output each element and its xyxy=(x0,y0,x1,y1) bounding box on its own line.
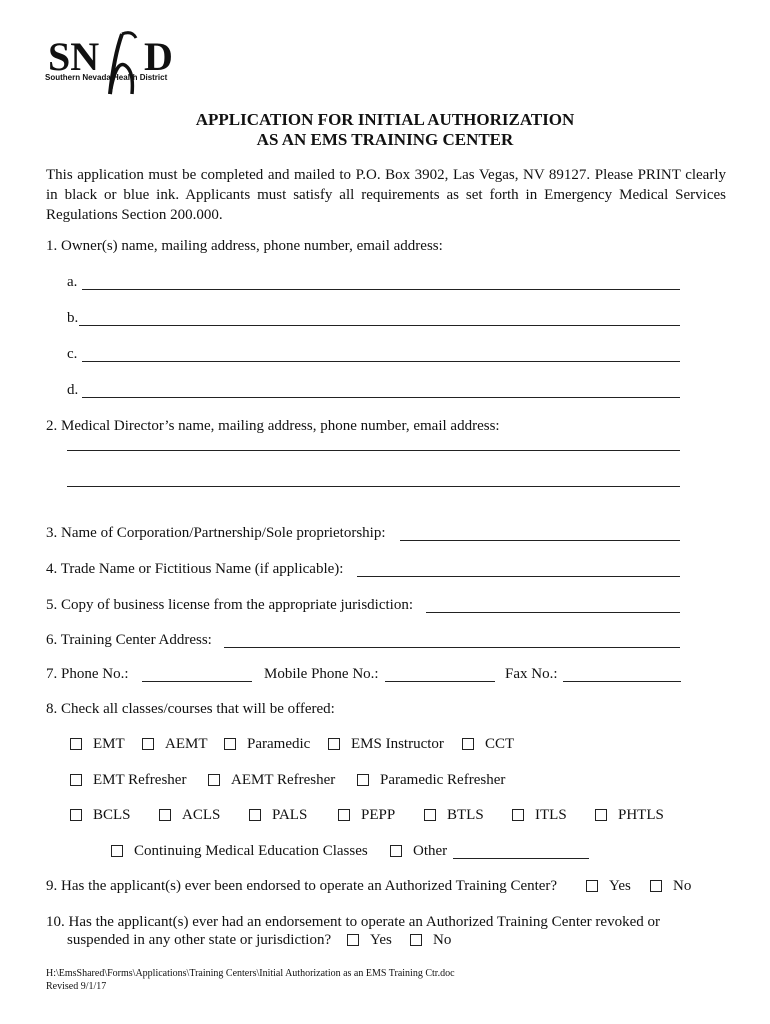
q2-field-1[interactable] xyxy=(67,450,680,451)
q1-d-label: d. xyxy=(67,382,79,398)
q10-yes-label: Yes xyxy=(370,932,392,948)
svg-text:D: D xyxy=(144,34,173,79)
checkbox-phtls[interactable] xyxy=(595,809,607,821)
form-title-line1: APPLICATION FOR INITIAL AUTHORIZATION xyxy=(195,110,575,129)
q9-no-checkbox[interactable] xyxy=(650,880,662,892)
q2-field-2[interactable] xyxy=(67,486,680,487)
q9-label: 9. Has the applicant(s) ever been endorsed to operate an Authorized Training Center? xyxy=(46,878,558,894)
checkbox-emt[interactable] xyxy=(70,738,82,750)
q10-label-line1: 10. Has the applicant(s) ever had an endorsement to operate an Authorized Training Center revoked or xyxy=(46,914,660,930)
q8-label: 8. Check all classes/courses that will be offered: xyxy=(46,701,335,717)
checkbox-label-paramedic-refresher: Paramedic Refresher xyxy=(380,772,506,788)
q1-b-label: b. xyxy=(67,310,79,326)
checkbox-paramedic[interactable] xyxy=(224,738,236,750)
checkbox-label-acls: ACLS xyxy=(182,807,221,823)
checkbox-label-paramedic: Paramedic xyxy=(247,736,311,752)
logo-subtitle: Southern Nevada Health District xyxy=(45,73,168,82)
q5-label: 5. Copy of business license from the appropriate jurisdiction: xyxy=(46,597,414,613)
checkbox-label-aemt-refresher: AEMT Refresher xyxy=(231,772,336,788)
q9-no-label: No xyxy=(673,878,692,894)
q7-phone-label: 7. Phone No.: xyxy=(46,666,129,682)
checkbox-aemt[interactable] xyxy=(142,738,154,750)
checkbox-btls[interactable] xyxy=(424,809,436,821)
q4-field[interactable] xyxy=(357,576,680,577)
checkbox-acls[interactable] xyxy=(159,809,171,821)
q1-label: 1. Owner(s) name, mailing address, phone number, email address: xyxy=(46,238,443,254)
checkbox-label-phtls: PHTLS xyxy=(618,807,664,823)
footer-file-path: H:\EmsShared\Forms\Applications\Training Centers\Initial Authorization as an EMS Training Ctr.doc xyxy=(46,968,455,979)
q6-field[interactable] xyxy=(224,647,680,648)
q9-yes-checkbox[interactable] xyxy=(586,880,598,892)
q7-mobile-label: Mobile Phone No.: xyxy=(264,666,379,682)
q7-phone-field[interactable] xyxy=(142,681,252,682)
checkbox-label-other: Other xyxy=(413,843,448,859)
checkbox-emt-refresher[interactable] xyxy=(70,774,82,786)
checkbox-label-emt: EMT xyxy=(93,736,125,752)
q10-no-checkbox[interactable] xyxy=(410,934,422,946)
checkbox-cct[interactable] xyxy=(462,738,474,750)
q3-field[interactable] xyxy=(400,540,680,541)
q10-yes-checkbox[interactable] xyxy=(347,934,359,946)
checkbox-label-pals: PALS xyxy=(272,807,308,823)
checkbox-other[interactable] xyxy=(390,845,402,857)
checkbox-label-bcls: BCLS xyxy=(93,807,131,823)
q7-fax-label: Fax No.: xyxy=(505,666,558,682)
checkbox-bcls[interactable] xyxy=(70,809,82,821)
q7-fax-field[interactable] xyxy=(563,681,681,682)
checkbox-label-ems-instructor: EMS Instructor xyxy=(351,736,444,752)
checkbox-label-pepp: PEPP xyxy=(361,807,396,823)
footer-revised: Revised 9/1/17 xyxy=(46,981,107,992)
checkbox-label-itls: ITLS xyxy=(535,807,567,823)
checkbox-paramedic-refresher[interactable] xyxy=(357,774,369,786)
q6-label: 6. Training Center Address: xyxy=(46,632,212,648)
checkbox-aemt-refresher[interactable] xyxy=(208,774,220,786)
checkbox-label-cme-classes: Continuing Medical Education Classes xyxy=(134,843,368,859)
q3-label: 3. Name of Corporation/Partnership/Sole proprietorship: xyxy=(46,525,386,541)
checkbox-pals[interactable] xyxy=(249,809,261,821)
other-field[interactable] xyxy=(453,858,589,859)
q1-c-label: c. xyxy=(67,346,78,362)
checkbox-label-btls: BTLS xyxy=(447,807,484,823)
q1-a-field[interactable] xyxy=(82,289,680,290)
q5-field[interactable] xyxy=(426,612,680,613)
checkbox-label-emt-refresher: EMT Refresher xyxy=(93,772,187,788)
checkbox-cme-classes[interactable] xyxy=(111,845,123,857)
q1-d-field[interactable] xyxy=(82,397,680,398)
q10-no-label: No xyxy=(433,932,452,948)
checkbox-ems-instructor[interactable] xyxy=(328,738,340,750)
q4-label: 4. Trade Name or Fictitious Name (if applicable): xyxy=(46,561,344,577)
q10-label-line2: suspended in any other state or jurisdiction? xyxy=(67,932,332,948)
intro-paragraph: This application must be completed and mailed to P.O. Box 3902, Las Vegas, NV 89127. Please PRINT clearly in black or blue ink. Applicants must satisfy all requirements as set forth in Emergency Medical Services Regulations Section 200.000. xyxy=(46,167,726,223)
q9-yes-label: Yes xyxy=(609,878,631,894)
snhd-logo-mark xyxy=(44,28,194,96)
q1-b-field[interactable] xyxy=(79,325,680,326)
checkbox-pepp[interactable] xyxy=(338,809,350,821)
checkbox-label-cct: CCT xyxy=(485,736,515,752)
snhd-logo xyxy=(44,28,194,96)
q1-c-field[interactable] xyxy=(82,361,680,362)
q1-a-label: a. xyxy=(67,274,78,290)
svg-text:SN: SN xyxy=(48,34,100,79)
checkbox-label-aemt: AEMT xyxy=(165,736,208,752)
checkbox-itls[interactable] xyxy=(512,809,524,821)
q7-mobile-field[interactable] xyxy=(385,681,495,682)
q2-label: 2. Medical Director’s name, mailing address, phone number, email address: xyxy=(46,418,500,434)
form-title-line2: AS AN EMS TRAINING CENTER xyxy=(256,130,514,149)
